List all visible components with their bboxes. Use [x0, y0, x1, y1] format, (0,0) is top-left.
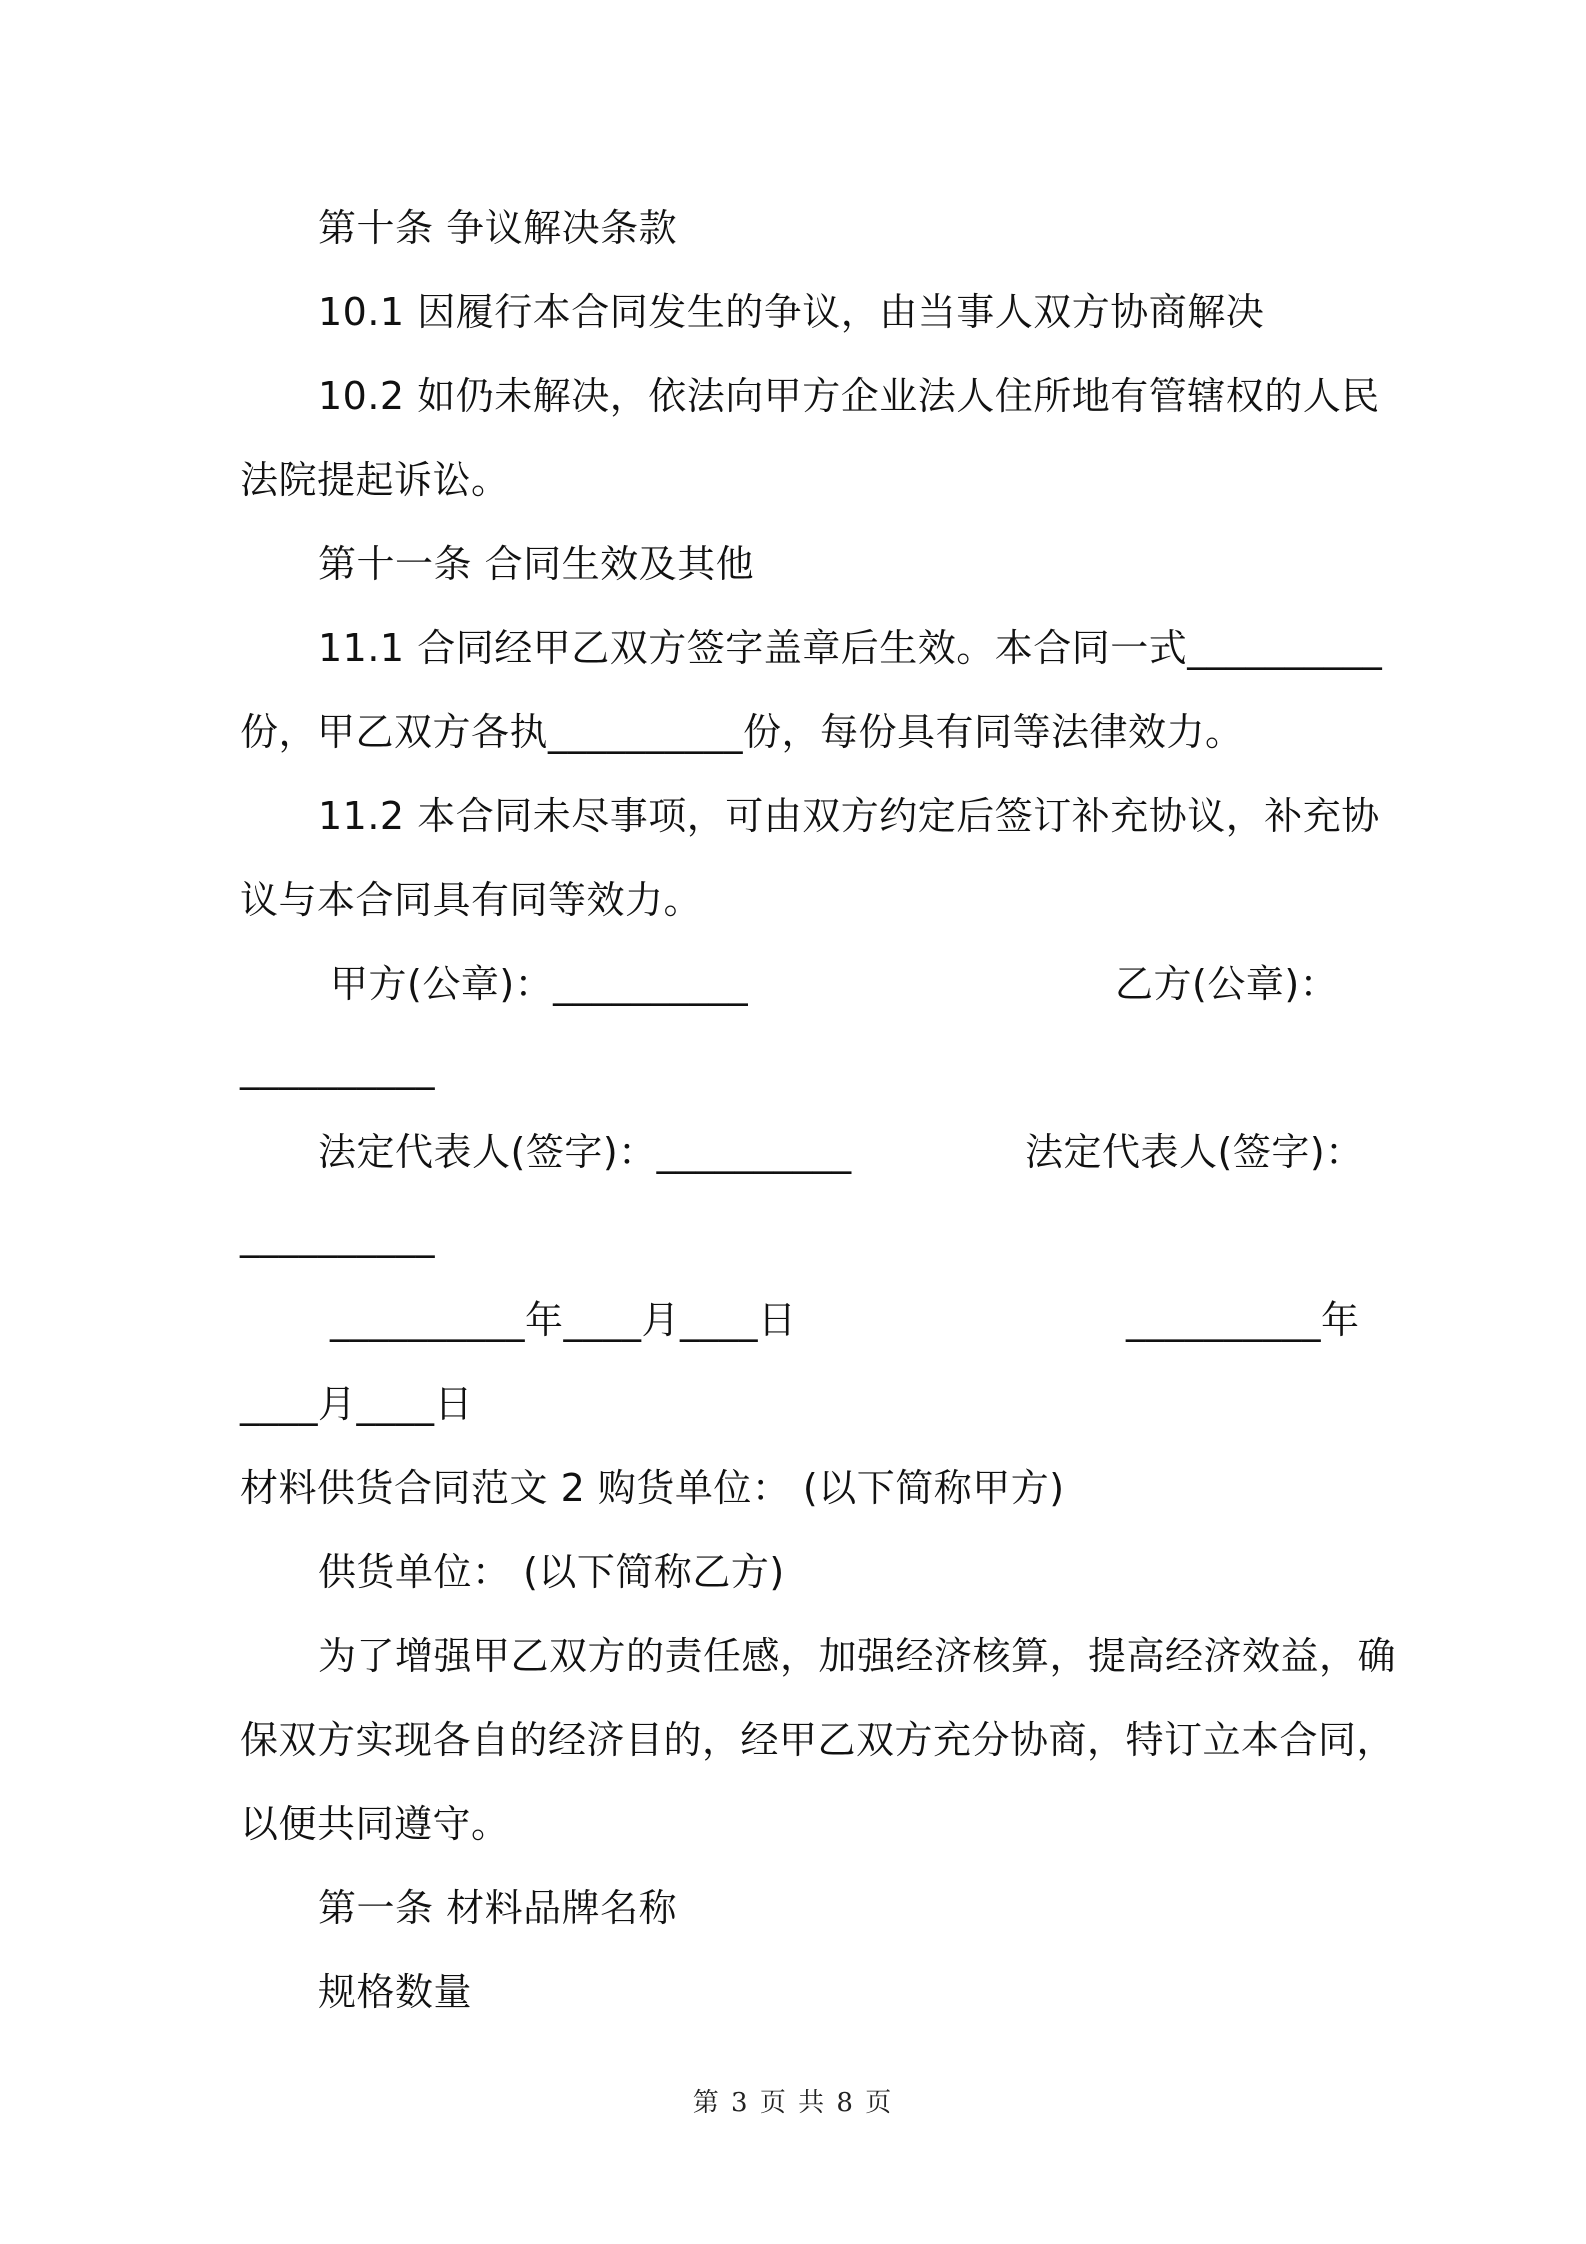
article-11-heading: 第十一条 合同生效及其他: [318, 542, 755, 586]
clause-10-1: 10.1 因履行本合同发生的争议，由当事人双方协商解决: [318, 290, 1265, 334]
party-b-seal: 乙方(公章)：: [1115, 962, 1339, 1006]
clause-11-1-line2: 份，甲乙双方各执__________份，每份具有同等法律效力。: [240, 710, 1244, 754]
article-10-heading: 第十条 争议解决条款: [318, 206, 678, 250]
preamble-line1: 为了增强甲乙双方的责任感，加强经济核算，提高经济效益，确: [318, 1634, 1397, 1678]
supplier-line: 供货单位： (以下简称乙方): [318, 1550, 785, 1594]
preamble-line2: 保双方实现各自的经济目的，经甲乙双方充分协商，特订立本合同，: [240, 1718, 1396, 1762]
preamble-line3: 以便共同遵守。: [240, 1802, 510, 1846]
party-a-date: __________年____月____日: [330, 1298, 797, 1342]
page-number-footer: 第 3 页 共 8 页: [692, 2088, 894, 2118]
clause-11-2-line1: 11.2 本合同未尽事项，可由双方约定后签订补充协议，补充协: [318, 794, 1380, 838]
clause-11-1-line1: 11.1 合同经甲乙双方签字盖章后生效。本合同一式__________: [318, 626, 1383, 670]
contract-2-title-and-buyer: 材料供货合同范文 2 购货单位： (以下简称甲方): [240, 1466, 1065, 1510]
spec-quantity-line: 规格数量: [318, 1970, 473, 2014]
party-b-date-month-day: ____月____日: [240, 1382, 474, 1426]
article-1-heading: 第一条 材料品牌名称: [318, 1886, 678, 1930]
party-b-representative-blank: __________: [240, 1214, 435, 1258]
party-b-representative: 法定代表人(签字)：: [1025, 1130, 1364, 1174]
clause-10-2-line1: 10.2 如仍未解决，依法向甲方企业法人住所地有管辖权的人民: [318, 374, 1380, 418]
party-a-seal: 甲方(公章)：__________: [330, 962, 749, 1006]
party-b-date-year: __________年: [1126, 1298, 1360, 1342]
clause-11-2-line2: 议与本合同具有同等效力。: [240, 878, 703, 922]
party-a-representative: 法定代表人(签字)：__________: [318, 1130, 852, 1174]
clause-10-2-line2: 法院提起诉讼。: [240, 458, 510, 502]
party-b-seal-blank: __________: [240, 1046, 435, 1090]
